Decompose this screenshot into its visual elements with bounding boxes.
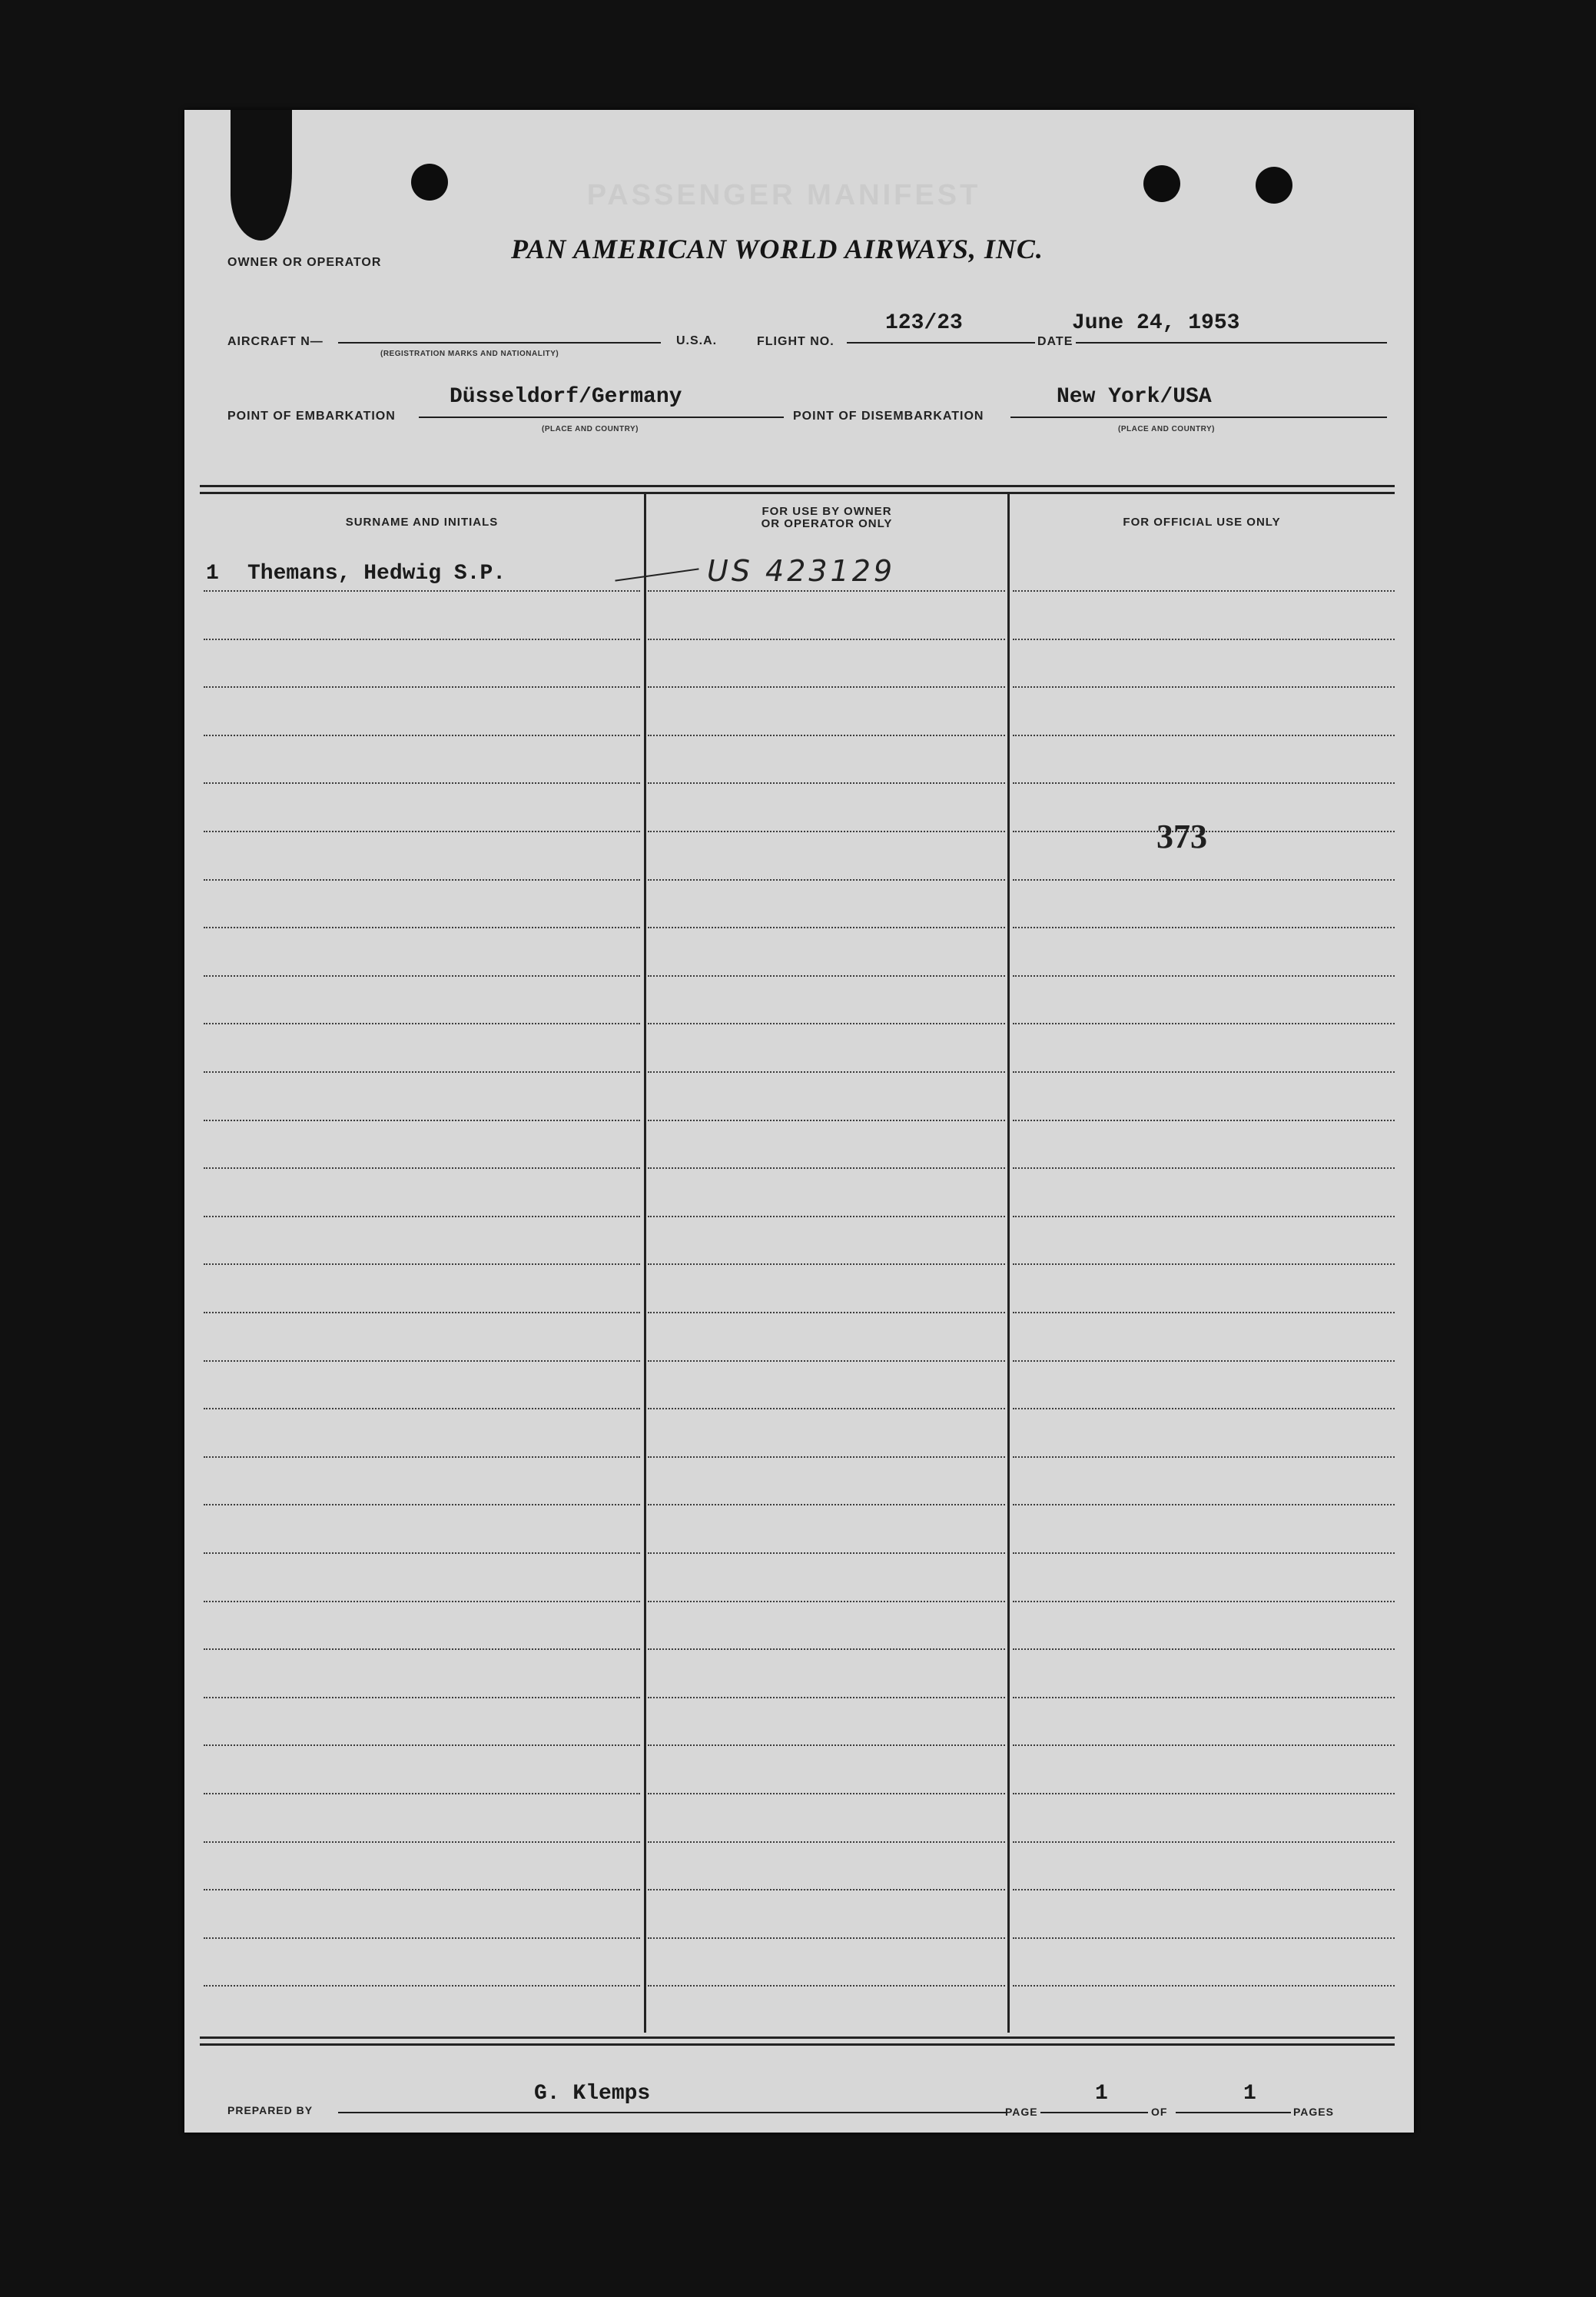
table-ruled-line (648, 1744, 1005, 1746)
table-ruled-line (1013, 1504, 1395, 1505)
table-bottom-rule (200, 2036, 1395, 2046)
table-ruled-line (648, 1312, 1005, 1313)
embark-value: Düsseldorf/Germany (450, 385, 682, 409)
table-ruled-line (1013, 975, 1395, 977)
table-ruled-line (204, 639, 640, 640)
table-ruled-line (648, 1889, 1005, 1890)
manifest-sheet (184, 110, 1414, 2133)
owner-reference: US 423129 (707, 554, 896, 588)
table-ruled-line (1013, 1985, 1395, 1987)
table-ruled-line (1013, 1744, 1395, 1746)
table-ruled-line (1013, 1793, 1395, 1794)
flight-line (847, 342, 1035, 344)
table-ruled-line (204, 1120, 640, 1121)
company-name: PAN AMERICAN WORLD AIRWAYS, INC. (511, 234, 1044, 264)
table-ruled-line (648, 879, 1005, 881)
table-ruled-line (1013, 1167, 1395, 1169)
table-ruled-line (204, 1216, 640, 1217)
table-ruled-line (648, 1504, 1005, 1505)
table-ruled-line (204, 831, 640, 832)
disembark-line (1010, 417, 1387, 418)
table-ruled-line (204, 1648, 640, 1650)
table-ruled-line (1013, 1263, 1395, 1265)
column-header-surname: SURNAME AND INITIALS (345, 516, 499, 529)
prepared-line (338, 2112, 1007, 2113)
table-ruled-line (1013, 1023, 1395, 1024)
table-ruled-line (648, 927, 1005, 928)
registration-note: (REGISTRATION MARKS AND NATIONALITY) (380, 350, 559, 358)
table-ruled-line (1013, 1071, 1395, 1073)
table-ruled-line (648, 1120, 1005, 1121)
row-number: 1 (206, 562, 219, 586)
table-ruled-line (204, 1167, 640, 1169)
column-divider-2 (1007, 492, 1010, 2033)
table-ruled-line (204, 735, 640, 736)
torn-corner (231, 110, 292, 241)
date-value: June 24, 1953 (1072, 311, 1240, 335)
disembark-label: POINT OF DISEMBARKATION (793, 410, 984, 423)
table-ruled-line (648, 782, 1005, 784)
table-ruled-line (204, 590, 640, 592)
prepared-label: PREPARED BY (227, 2104, 314, 2116)
passenger-name: Themans, Hedwig S.P. (247, 562, 506, 586)
table-ruled-line (1013, 1120, 1395, 1121)
table-ruled-line (1013, 1552, 1395, 1554)
table-ruled-line (648, 1023, 1005, 1024)
owner-label: OWNER OR OPERATOR (227, 256, 382, 269)
punch-hole-left (411, 164, 448, 201)
table-ruled-line (1013, 639, 1395, 640)
table-ruled-line (648, 831, 1005, 832)
table-ruled-line (204, 1360, 640, 1362)
table-ruled-line (648, 639, 1005, 640)
table-ruled-line (204, 1985, 640, 1987)
table-ruled-line (1013, 1697, 1395, 1698)
table-ruled-line (1013, 1216, 1395, 1217)
table-ruled-line (204, 1456, 640, 1458)
page-line (1040, 2112, 1148, 2113)
table-ruled-line (204, 927, 640, 928)
place-country-note-2: (PLACE AND COUNTRY) (1118, 425, 1215, 433)
column-header-official: FOR OFFICIAL USE ONLY (1123, 516, 1281, 529)
usa-label: U.S.A. (676, 334, 718, 347)
table-ruled-line (1013, 590, 1395, 592)
table-ruled-line (1013, 1408, 1395, 1409)
table-ruled-line (648, 1167, 1005, 1169)
flight-number: 123/23 (885, 311, 963, 335)
punch-hole-right-2 (1256, 167, 1292, 204)
table-ruled-line (648, 1456, 1005, 1458)
table-ruled-line (648, 1552, 1005, 1554)
table-ruled-line (648, 1263, 1005, 1265)
table-ruled-line (648, 1793, 1005, 1794)
table-ruled-line (1013, 927, 1395, 928)
table-ruled-line (1013, 1601, 1395, 1602)
page-number: 1 (1095, 2082, 1108, 2106)
place-country-note-1: (PLACE AND COUNTRY) (542, 425, 639, 433)
punch-hole-right-1 (1143, 165, 1180, 202)
official-stamp-number: 373 (1156, 818, 1207, 855)
table-ruled-line (648, 1937, 1005, 1939)
table-ruled-line (648, 686, 1005, 688)
table-ruled-line (1013, 686, 1395, 688)
handwritten-dash (615, 568, 698, 581)
embark-label: POINT OF EMBARKATION (227, 410, 396, 423)
table-ruled-line (648, 1071, 1005, 1073)
table-ruled-line (1013, 735, 1395, 736)
table-ruled-line (204, 1023, 640, 1024)
table-top-rule (200, 485, 1395, 494)
table-ruled-line (648, 735, 1005, 736)
faint-title: PASSENGER MANIFEST (586, 179, 981, 211)
table-ruled-line (1013, 1937, 1395, 1939)
table-ruled-line (204, 1793, 640, 1794)
column-header-owner-1: FOR USE BY OWNER (762, 505, 892, 518)
of-line (1176, 2112, 1291, 2113)
table-ruled-line (1013, 1456, 1395, 1458)
table-ruled-line (204, 1504, 640, 1505)
table-ruled-line (204, 1263, 640, 1265)
pages-label: PAGES (1293, 2106, 1334, 2118)
table-ruled-line (204, 975, 640, 977)
page-label: PAGE (1005, 2106, 1038, 2118)
table-ruled-line (648, 1601, 1005, 1602)
prepared-by: G. Klemps (534, 2082, 651, 2106)
of-label: OF (1151, 2106, 1168, 2118)
table-ruled-line (1013, 879, 1395, 881)
date-label: DATE (1037, 335, 1073, 348)
aircraft-label: AIRCRAFT N— (227, 335, 324, 348)
table-ruled-line (204, 1889, 640, 1890)
table-ruled-line (648, 590, 1005, 592)
table-ruled-line (204, 782, 640, 784)
table-ruled-line (1013, 782, 1395, 784)
table-ruled-line (204, 1312, 640, 1313)
table-ruled-line (648, 1216, 1005, 1217)
table-ruled-line (648, 1841, 1005, 1843)
table-ruled-line (204, 1601, 640, 1602)
embark-line (419, 417, 784, 418)
disembark-value: New York/USA (1057, 385, 1212, 409)
table-ruled-line (648, 1985, 1005, 1987)
table-ruled-line (204, 686, 640, 688)
table-ruled-line (1013, 1360, 1395, 1362)
total-pages: 1 (1243, 2082, 1256, 2106)
table-ruled-line (648, 1697, 1005, 1698)
table-ruled-line (648, 1408, 1005, 1409)
table-ruled-line (204, 1408, 640, 1409)
table-ruled-line (204, 879, 640, 881)
table-ruled-line (204, 1552, 640, 1554)
table-ruled-line (204, 1697, 640, 1698)
table-ruled-line (648, 1648, 1005, 1650)
table-ruled-line (1013, 1889, 1395, 1890)
table-ruled-line (1013, 1841, 1395, 1843)
table-ruled-line (204, 1744, 640, 1746)
table-ruled-line (648, 1360, 1005, 1362)
column-header-owner-2: OR OPERATOR ONLY (761, 517, 893, 530)
date-line (1076, 342, 1387, 344)
column-divider-1 (644, 492, 646, 2033)
aircraft-line (338, 342, 661, 344)
table-ruled-line (204, 1841, 640, 1843)
table-ruled-line (648, 975, 1005, 977)
table-ruled-line (1013, 1648, 1395, 1650)
flight-label: FLIGHT NO. (757, 335, 834, 348)
table-ruled-line (204, 1071, 640, 1073)
table-ruled-line (204, 1937, 640, 1939)
table-ruled-line (1013, 1312, 1395, 1313)
